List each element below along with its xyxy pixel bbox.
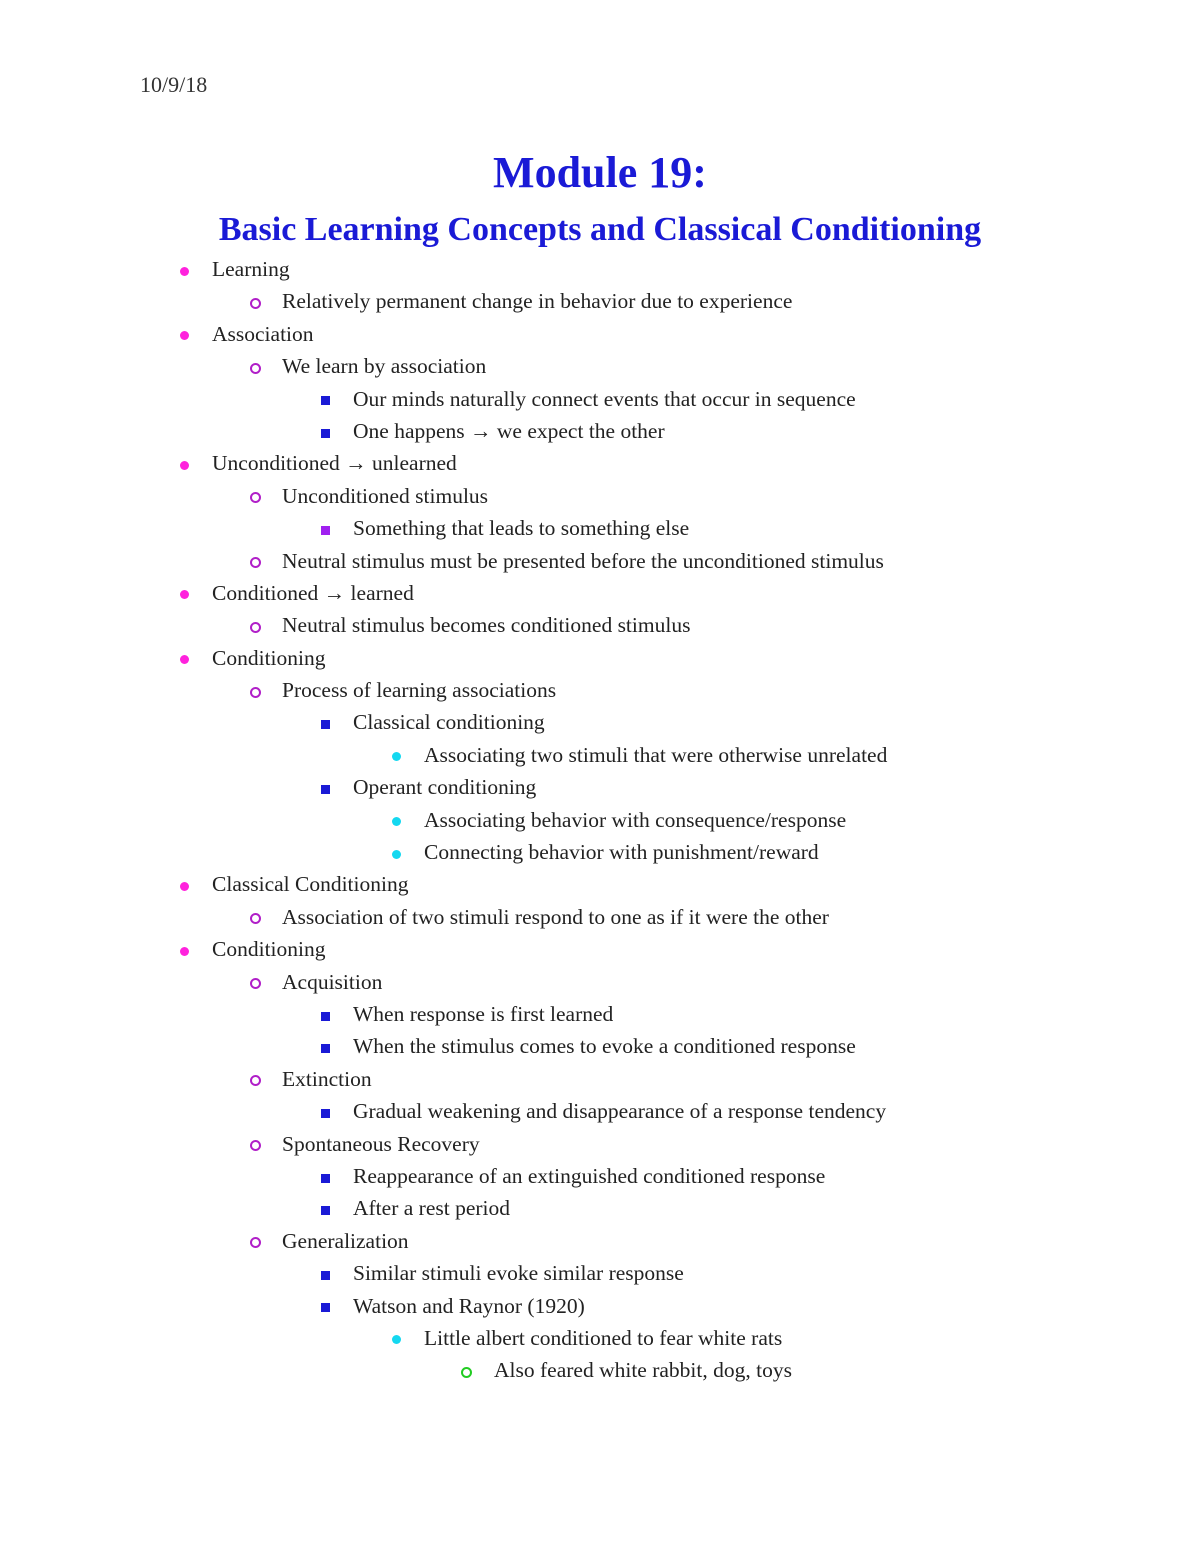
document-date: 10/9/18: [140, 72, 208, 97]
outline-item-text: Also feared white rabbit, dog, toys: [494, 1358, 792, 1383]
outline-item-text: After a rest period: [353, 1196, 510, 1221]
filled-dot-bullet-icon: [386, 836, 406, 868]
hollow-circle-bullet-icon: [245, 674, 265, 706]
bullet-mark: [321, 1012, 330, 1021]
outline-item-text: Process of learning associations: [282, 678, 557, 703]
outline-item-text: Watson and Raynor (1920): [353, 1293, 585, 1318]
bullet-mark: [250, 298, 261, 309]
outline-item-text: Association of two stimuli respond to one as if it were the other: [282, 904, 829, 929]
page-title: Module 19:: [493, 148, 707, 197]
bullet-mark: [250, 913, 261, 924]
outline-item-text: Extinction: [282, 1066, 372, 1091]
outline-item-level-2: [0, 1225, 1200, 1257]
bullet-mark: [321, 1271, 330, 1280]
square-bullet-icon: [315, 383, 335, 415]
bullet-mark: [180, 267, 189, 276]
outline-item-text: Conditioning: [212, 645, 326, 670]
page-subtitle: Basic Learning Concepts and Classical Conditioning: [218, 211, 982, 248]
outline-item-level-4: [0, 739, 1200, 771]
hollow-circle-bullet-icon: [245, 1225, 265, 1257]
bullet-mark: [392, 817, 401, 826]
outline-item-level-1: [0, 318, 1200, 350]
outline-item-text: Something that leads to something else: [353, 516, 690, 541]
bullet-mark: [250, 492, 261, 503]
outline-item-level-1: [0, 933, 1200, 965]
outline-item-text: Association: [212, 321, 314, 346]
outline-item-text: Similar stimuli evoke similar response: [353, 1261, 684, 1286]
bullet-mark: [250, 687, 261, 698]
outline-item-text: Learning: [212, 257, 290, 281]
outline-item-level-4: [0, 836, 1200, 868]
bullet-mark: [321, 1044, 330, 1053]
bullet-mark: [321, 526, 330, 535]
bullet-mark: [250, 622, 261, 633]
bullet-mark: [392, 1335, 401, 1344]
square-bullet-icon: [315, 1030, 335, 1062]
outline-item-text: When the stimulus comes to evoke a conditioned response: [353, 1034, 856, 1059]
square-bullet-icon: [315, 512, 335, 544]
bullet-mark: [180, 331, 189, 340]
bullet-mark: [321, 785, 330, 794]
outline-item-text: Gradual weakening and disappearance of a response tendency: [353, 1099, 887, 1124]
hollow-circle-bullet-icon: [245, 480, 265, 512]
outline-item-text: Associating behavior with consequence/response: [424, 807, 847, 832]
outline-item-text: Conditioning: [212, 937, 326, 962]
outline-item-level-3: [0, 512, 1200, 544]
outline-item-text: Little albert conditioned to fear white rats: [424, 1325, 783, 1350]
outline-item-level-5: [0, 1354, 1200, 1386]
bullet-mark: [392, 752, 401, 761]
outline-item-text: Our minds naturally connect events that occur in sequence: [353, 386, 856, 411]
outline-item-text: Reappearance of an extinguished conditioned response: [353, 1163, 826, 1188]
bullet-mark: [180, 947, 189, 956]
bullet-mark: [180, 882, 189, 891]
outline-item-text: Operant conditioning: [353, 775, 537, 800]
bullet-mark: [250, 363, 261, 374]
outline-item-level-3: [0, 415, 1200, 447]
outline-item-level-1: [0, 447, 1200, 479]
outline-item-text: Connecting behavior with punishment/reward: [424, 840, 819, 865]
outline-item-text: Classical conditioning: [353, 710, 545, 735]
bullet-mark: [180, 461, 189, 470]
bullet-mark: [321, 1303, 330, 1312]
square-bullet-icon: [315, 1290, 335, 1322]
outline-item-level-2: [0, 966, 1200, 998]
outline-item-level-4: [0, 1322, 1200, 1354]
filled-dot-bullet-icon: [174, 577, 194, 609]
outline-item-level-1: [0, 868, 1200, 900]
hollow-circle-bullet-icon: [456, 1354, 476, 1386]
bullet-mark: [321, 1206, 330, 1215]
hollow-circle-bullet-icon: [245, 609, 265, 641]
bullet-mark: [250, 1140, 261, 1151]
hollow-circle-bullet-icon: [245, 545, 265, 577]
outline-item-level-2: [0, 480, 1200, 512]
bullet-mark: [321, 429, 330, 438]
outline-item-text: Neutral stimulus must be presented before the unconditioned stimulus: [282, 548, 884, 573]
notes-outline: [0, 253, 1200, 1387]
outline-item-text: Neutral stimulus becomes conditioned stimulus: [282, 613, 691, 638]
outline-item-text: One happens → we expect the other: [353, 418, 665, 443]
hollow-circle-bullet-icon: [245, 350, 265, 382]
filled-dot-bullet-icon: [174, 642, 194, 674]
outline-item-level-3: [0, 771, 1200, 803]
outline-item-level-1: [0, 642, 1200, 674]
outline-item-level-3: [0, 1192, 1200, 1224]
outline-item-text: Associating two stimuli that were otherwise unrelated: [424, 742, 888, 767]
outline-item-text: Generalization: [282, 1228, 409, 1253]
bullet-mark: [250, 978, 261, 989]
square-bullet-icon: [315, 706, 335, 738]
outline-item-level-2: [0, 545, 1200, 577]
outline-item-text: Classical Conditioning: [212, 872, 409, 897]
bullet-mark: [461, 1367, 472, 1378]
outline-item-level-3: [0, 1030, 1200, 1062]
bullet-mark: [180, 590, 189, 599]
outline-item-level-4: [0, 804, 1200, 836]
outline-item-level-3: [0, 1095, 1200, 1127]
square-bullet-icon: [315, 771, 335, 803]
outline-item-level-3: [0, 998, 1200, 1030]
outline-item-text: Conditioned → learned: [212, 580, 414, 605]
outline-item-level-2: [0, 350, 1200, 382]
outline-item-level-1: [0, 253, 1200, 285]
square-bullet-icon: [315, 1160, 335, 1192]
outline-item-text: Acquisition: [282, 969, 383, 994]
square-bullet-icon: [315, 998, 335, 1030]
filled-dot-bullet-icon: [174, 253, 194, 285]
outline-item-text: We learn by association: [282, 354, 487, 379]
outline-item-level-3: [0, 706, 1200, 738]
filled-dot-bullet-icon: [386, 804, 406, 836]
outline-item-text: Relatively permanent change in behavior due to experience: [282, 289, 793, 314]
outline-item-text: Spontaneous Recovery: [282, 1131, 480, 1156]
outline-item-level-2: [0, 674, 1200, 706]
outline-item-level-3: [0, 1160, 1200, 1192]
bullet-mark: [250, 1075, 261, 1086]
outline-item-level-2: [0, 285, 1200, 317]
hollow-circle-bullet-icon: [245, 966, 265, 998]
bullet-mark: [321, 396, 330, 405]
filled-dot-bullet-icon: [174, 933, 194, 965]
bullet-mark: [250, 557, 261, 568]
filled-dot-bullet-icon: [174, 318, 194, 350]
bullet-mark: [321, 1109, 330, 1118]
bullet-mark: [250, 1237, 261, 1248]
hollow-circle-bullet-icon: [245, 285, 265, 317]
outline-item-text: Unconditioned stimulus: [282, 483, 489, 508]
outline-item-level-1: [0, 577, 1200, 609]
bullet-mark: [321, 1174, 330, 1183]
filled-dot-bullet-icon: [174, 868, 194, 900]
outline-item-text: Unconditioned → unlearned: [212, 451, 457, 476]
outline-item-text: When response is first learned: [353, 1001, 614, 1026]
square-bullet-icon: [315, 1095, 335, 1127]
hollow-circle-bullet-icon: [245, 1063, 265, 1095]
outline-item-level-3: [0, 383, 1200, 415]
outline-item-level-3: [0, 1257, 1200, 1289]
hollow-circle-bullet-icon: [245, 901, 265, 933]
bullet-mark: [180, 655, 189, 664]
outline-item-level-2: [0, 1063, 1200, 1095]
outline-item-level-2: [0, 901, 1200, 933]
square-bullet-icon: [315, 415, 335, 447]
filled-dot-bullet-icon: [174, 447, 194, 479]
square-bullet-icon: [315, 1192, 335, 1224]
outline-item-level-2: [0, 609, 1200, 641]
outline-item-level-2: [0, 1128, 1200, 1160]
filled-dot-bullet-icon: [386, 1322, 406, 1354]
hollow-circle-bullet-icon: [245, 1128, 265, 1160]
outline-item-level-3: [0, 1290, 1200, 1322]
square-bullet-icon: [315, 1257, 335, 1289]
bullet-mark: [392, 850, 401, 859]
bullet-mark: [321, 720, 330, 729]
filled-dot-bullet-icon: [386, 739, 406, 771]
